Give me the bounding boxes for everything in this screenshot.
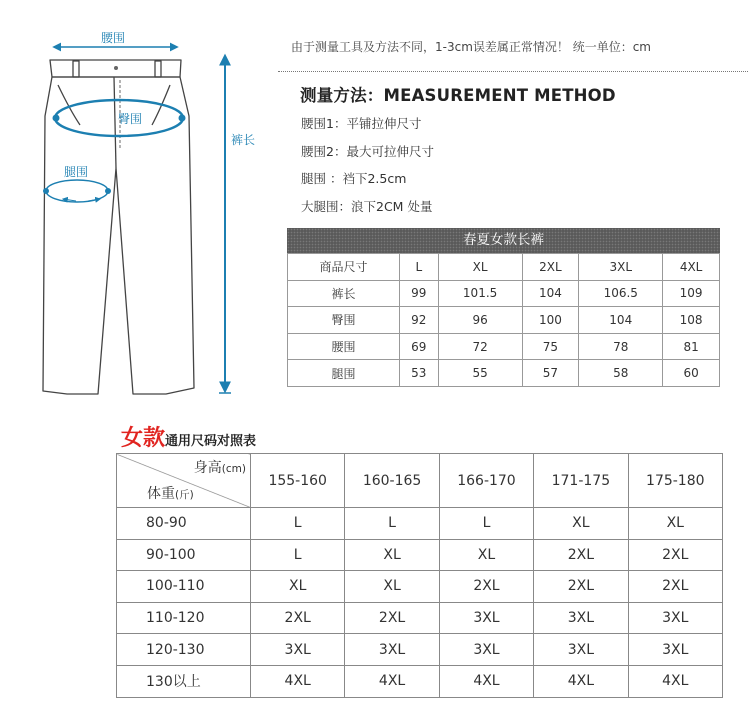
header-cell: XL — [438, 254, 522, 281]
table-cell: 53 — [400, 360, 439, 387]
table-cell: XL — [439, 539, 533, 571]
method-item: 腿围 ：裆下2.5cm — [301, 171, 407, 186]
thigh-label: 腿围 — [64, 165, 89, 179]
size-table-title: 春夏女款长裤 — [287, 228, 720, 253]
header-cell: 4XL — [663, 254, 720, 281]
waist-label: 腰围 — [101, 31, 126, 45]
table-row — [288, 360, 720, 387]
table-header-row — [288, 254, 720, 281]
corner-cell — [117, 454, 251, 508]
table-cell: 3XL — [534, 602, 628, 634]
table-cell: 57 — [522, 360, 579, 387]
weight-range-cell: 110-120 — [117, 602, 251, 634]
table-cell: 2XL — [534, 539, 628, 571]
women-size-title — [121, 421, 256, 452]
table-cell: 裤长 — [288, 280, 400, 307]
header-cell: 2XL — [522, 254, 579, 281]
table-cell: L — [439, 508, 533, 540]
table-cell: 腰围 — [288, 333, 400, 360]
table-cell: 72 — [438, 333, 522, 360]
table-cell: XL — [534, 508, 628, 540]
measurement-note: 由于测量工具及方法不同，1-3cm误差属正常情况！ 统一单位：cm — [291, 40, 651, 54]
method-item: 腰围2：最大可拉伸尺寸 — [301, 144, 434, 159]
table-cell: 58 — [579, 360, 663, 387]
table-cell: 75 — [522, 333, 579, 360]
weight-header: 体重(斤) — [147, 486, 194, 502]
table-cell: 4XL — [439, 665, 533, 697]
table-cell: 3XL — [345, 634, 439, 666]
product-size-table — [287, 228, 720, 387]
table-row — [117, 508, 723, 540]
table-cell: 3XL — [628, 602, 722, 634]
table-cell: 2XL — [628, 539, 722, 571]
table-cell: 81 — [663, 333, 720, 360]
table-cell: 104 — [579, 307, 663, 334]
hip-label: 臀围 — [118, 112, 143, 126]
weight-range-cell: 90-100 — [117, 539, 251, 571]
table-cell: 3XL — [534, 634, 628, 666]
trousers-illustration — [0, 0, 285, 410]
table-row — [117, 665, 723, 697]
table-cell: 3XL — [628, 634, 722, 666]
table-cell: 106.5 — [579, 280, 663, 307]
women-title-sub: 通用尺码对照表 — [165, 434, 257, 449]
height-range-cell: 175-180 — [628, 454, 722, 508]
weight-range-cell: 80-90 — [117, 508, 251, 540]
table-cell: 2XL — [251, 602, 345, 634]
table-row — [117, 602, 723, 634]
table-cell: XL — [628, 508, 722, 540]
table-cell: 99 — [400, 280, 439, 307]
table-cell: 腿围 — [288, 360, 400, 387]
table-cell: 2XL — [439, 571, 533, 603]
table-cell: 2XL — [534, 571, 628, 603]
table-cell: 2XL — [628, 571, 722, 603]
table-cell: 臀围 — [288, 307, 400, 334]
method-item: 大腿围：浪下2CM 处量 — [301, 199, 433, 214]
table-cell: XL — [251, 571, 345, 603]
table-cell: 69 — [400, 333, 439, 360]
weight-range-cell: 130以上 — [117, 665, 251, 697]
table-row — [117, 634, 723, 666]
table-cell: 104 — [522, 280, 579, 307]
table-cell: 108 — [663, 307, 720, 334]
height-range-cell: 171-175 — [534, 454, 628, 508]
women-title-main: 女款 — [121, 426, 166, 451]
table-cell: 101.5 — [438, 280, 522, 307]
table-cell: L — [251, 508, 345, 540]
table-cell: 4XL — [534, 665, 628, 697]
table-row — [288, 333, 720, 360]
table-cell: XL — [345, 571, 439, 603]
table-cell: 55 — [438, 360, 522, 387]
table-cell: 78 — [579, 333, 663, 360]
table-cell: 3XL — [251, 634, 345, 666]
table-cell: 4XL — [251, 665, 345, 697]
table-cell: L — [345, 508, 439, 540]
height-range-cell: 166-170 — [439, 454, 533, 508]
table-row — [288, 280, 720, 307]
header-cell: 商品尺寸 — [288, 254, 400, 281]
table-cell: 109 — [663, 280, 720, 307]
table-header-row — [117, 454, 723, 508]
height-header: 身高(cm) — [193, 460, 246, 476]
method-title: 测量方法：MEASUREMENT METHOD — [300, 86, 616, 105]
table-row — [288, 307, 720, 334]
table-cell: 4XL — [628, 665, 722, 697]
table-cell: 92 — [400, 307, 439, 334]
table-cell: L — [251, 539, 345, 571]
method-item: 腰围1：平铺拉伸尺寸 — [301, 116, 422, 131]
height-range-cell: 155-160 — [251, 454, 345, 508]
trousers-diagram — [0, 0, 285, 410]
table-cell: XL — [345, 539, 439, 571]
table-cell: 3XL — [439, 602, 533, 634]
header-cell: 3XL — [579, 254, 663, 281]
table-cell: 96 — [438, 307, 522, 334]
table-cell: 4XL — [345, 665, 439, 697]
weight-range-cell: 120-130 — [117, 634, 251, 666]
table-cell: 100 — [522, 307, 579, 334]
length-label: 裤长 — [231, 133, 256, 147]
height-range-cell: 160-165 — [345, 454, 439, 508]
table-row — [117, 571, 723, 603]
weight-range-cell: 100-110 — [117, 571, 251, 603]
table-cell: 60 — [663, 360, 720, 387]
table-cell: 3XL — [439, 634, 533, 666]
table-row — [117, 539, 723, 571]
table-cell: 2XL — [345, 602, 439, 634]
header-cell: L — [400, 254, 439, 281]
women-size-table — [116, 453, 723, 698]
dotted-divider — [278, 71, 748, 72]
